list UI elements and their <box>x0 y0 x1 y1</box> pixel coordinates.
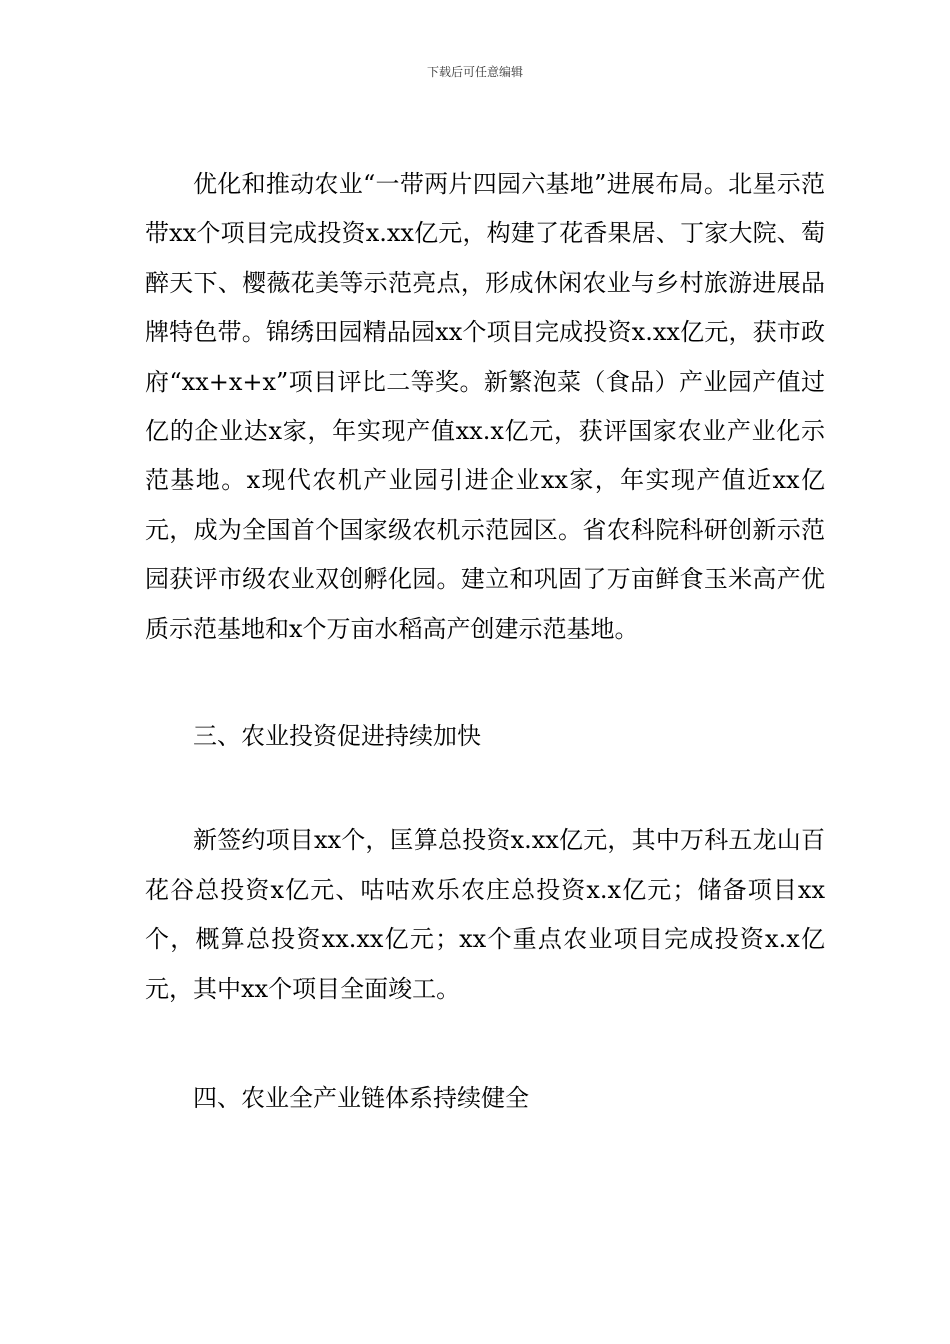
section-heading-industry-chain: 四、农业全产业链体系持续健全 <box>193 1084 529 1113</box>
header-note: 下载后可任意编辑 <box>426 65 523 79</box>
spacer <box>145 654 825 712</box>
section-heading-investment: 三、农业投资促进持续加快 <box>193 722 481 751</box>
spacer <box>145 761 825 816</box>
paragraph-investment: 新签约项目xx个，匡算总投资x.xx亿元，其中万科五龙山百花谷总投资x亿元、咕咕欢乐农庄总投资x.x亿元；储备项目xx个，概算总投资xx.xx亿元；xx个重点农业项目完成投资x.x亿元，其中xx个项目全面竣工。 <box>145 826 825 1003</box>
spacer <box>145 1014 825 1074</box>
paragraph-layout-progress: 优化和推动农业“一带两片四园六基地”进展布局。北星示范带xx个项目完成投资x.xx亿元，构建了花香果居、丁家大院、萄醉天下、樱薇花美等示范亮点，形成休闲农业与乡村旅游进展品牌特色带。锦绣田园精品园xx个项目完成投资x.xx亿元，获市政府“xx+x+x”项目评比二等奖。新繁泡菜（食品）产业园产值过亿的企业达x家，年实现产值xx.x亿元，获评国家农业产业化示范基地。x现代农机产业园引进企业xx家，年实现产值近xx亿元，成为全国首个国家级农机示范园区。省农科院科研创新示范园获评市级农业双创孵化园。建立和巩固了万亩鲜食玉米高产优质示范基地和x个万亩水稻高产创建示范基地。 <box>145 170 825 643</box>
document-body <box>145 160 825 1124</box>
